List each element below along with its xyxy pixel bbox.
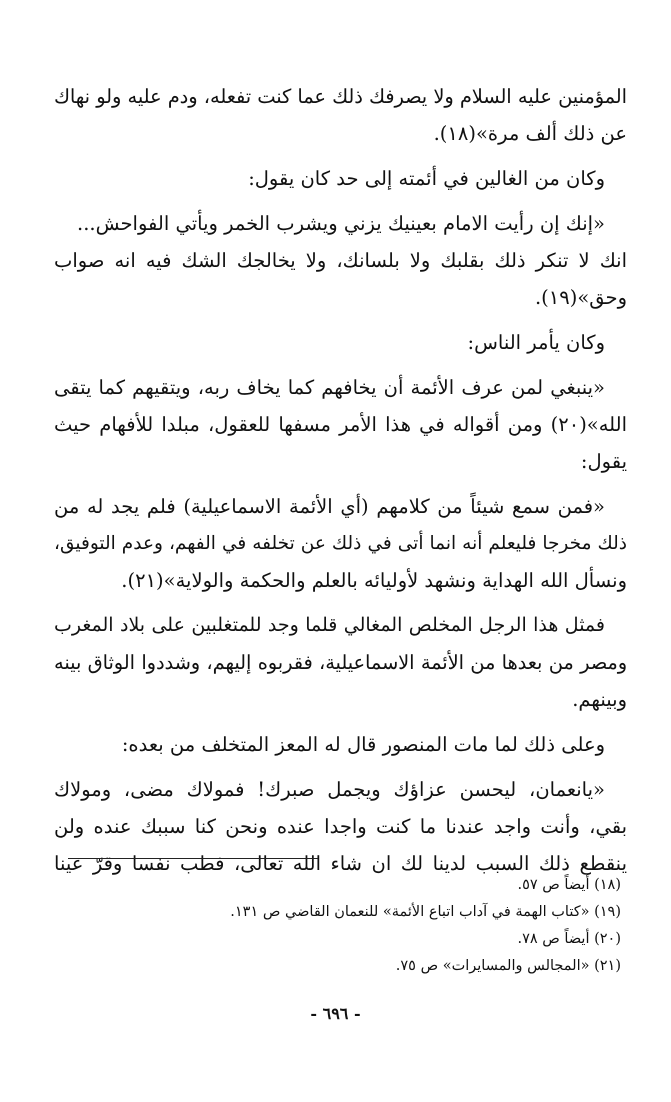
footnote-divider	[68, 858, 318, 859]
paragraph-gap	[54, 316, 627, 324]
text-line-4: «إنك إن رأيت الامام بعينيك يزني ويشرب الخمر ويأتي الفواحش...	[77, 212, 605, 235]
paragraph-gap	[54, 718, 627, 726]
text-line-7: وكان يأمر الناس:	[467, 331, 605, 354]
paragraph-gap	[54, 152, 627, 160]
text-line-1: المؤمنين عليه السلام ولا يصرفك ذلك عما كنت تفعله، ودم عليه ولو نهاك	[54, 85, 627, 108]
paragraph-gap	[54, 480, 627, 488]
paragraph-gap	[54, 361, 627, 369]
text-line-18: «يانعمان، ليحسن عزاؤك ويجمل صبرك! فمولاك مضى، ومولاك	[54, 778, 605, 801]
text-line-13: ونسأل الله الهداية ونشهد لأوليائه بالعلم والحكمة والولاية»(٢١).	[121, 569, 627, 592]
text-line-9: الله»(٢٠) ومن أقواله في هذا الأمر مسفها للعقول، مبلدا للأفهام حيث	[54, 413, 627, 436]
text-line-16: وبينهم.	[572, 688, 627, 711]
page-number: - ٦٩٦ -	[310, 1004, 361, 1023]
text-line-12: ذلك مخرجا فليعلم أنه انما أتى في ذلك عن تخلفه في الفهم، وعدم التوفيق،	[54, 533, 627, 554]
text-line-6: وحق»(١٩).	[534, 286, 627, 309]
footnote-20: (٢٠) أيضاً ص ٧٨.	[517, 931, 621, 947]
text-line-20: ينقطع ذلك السبب لدينا لك ان شاء الله تعالى، فطب نفسا وقرّ عينا	[54, 852, 627, 875]
footnotes-block	[61, 872, 621, 980]
text-line-3: وكان من الغالين في أئمته إلى حد كان يقول:	[248, 167, 605, 190]
footnote-21: (٢١) «المجالس والمسايرات» ص ٧٥.	[395, 958, 621, 974]
text-line-19: بقي، وأنت واجد عندنا ما كنت واجدا عنده ونحن كنا سببك عنده ولن	[54, 815, 627, 838]
paragraph-gap	[54, 599, 627, 607]
text-line-8: «ينبغي لمن عرف الأئمة أن يخافهم كما يخاف ربه، ويتقيهم كما يتقى	[54, 376, 605, 399]
text-line-10: يقول:	[580, 450, 627, 473]
footnote-18: (١٨) أيضاً ص ٥٧.	[517, 877, 621, 893]
text-line-5: انك لا تنكر ذلك بقلبك ولا بلسانك، ولا يخالجك الشك فيه انه صواب	[54, 249, 627, 272]
footnote-19: (١٩) «كتاب الهمة في آداب اتباع الأئمة» للنعمان القاضي ص ١٣١.	[230, 904, 621, 920]
text-line-17: وعلى ذلك لما مات المنصور قال له المعز المتخلف من بعده:	[121, 733, 605, 756]
text-line-15: ومصر من بعدها من الأئمة الاسماعيلية، فقربوه إليهم، وشددوا الوثاق بينه	[54, 651, 627, 674]
text-line-11: «فمن سمع شيئاً من كلامهم (أي الأئمة الاسماعيلية) فلم يجد له من	[54, 495, 605, 518]
text-line-14: فمثل هذا الرجل المخلص المغالي قلما وجد للمتغلبين على بلاد المغرب	[54, 614, 605, 636]
paragraph-gap	[54, 197, 627, 205]
text-line-2: عن ذلك ألف مرة»(١٨).	[433, 122, 627, 145]
main-text-block	[54, 78, 627, 882]
paragraph-gap	[54, 763, 627, 771]
